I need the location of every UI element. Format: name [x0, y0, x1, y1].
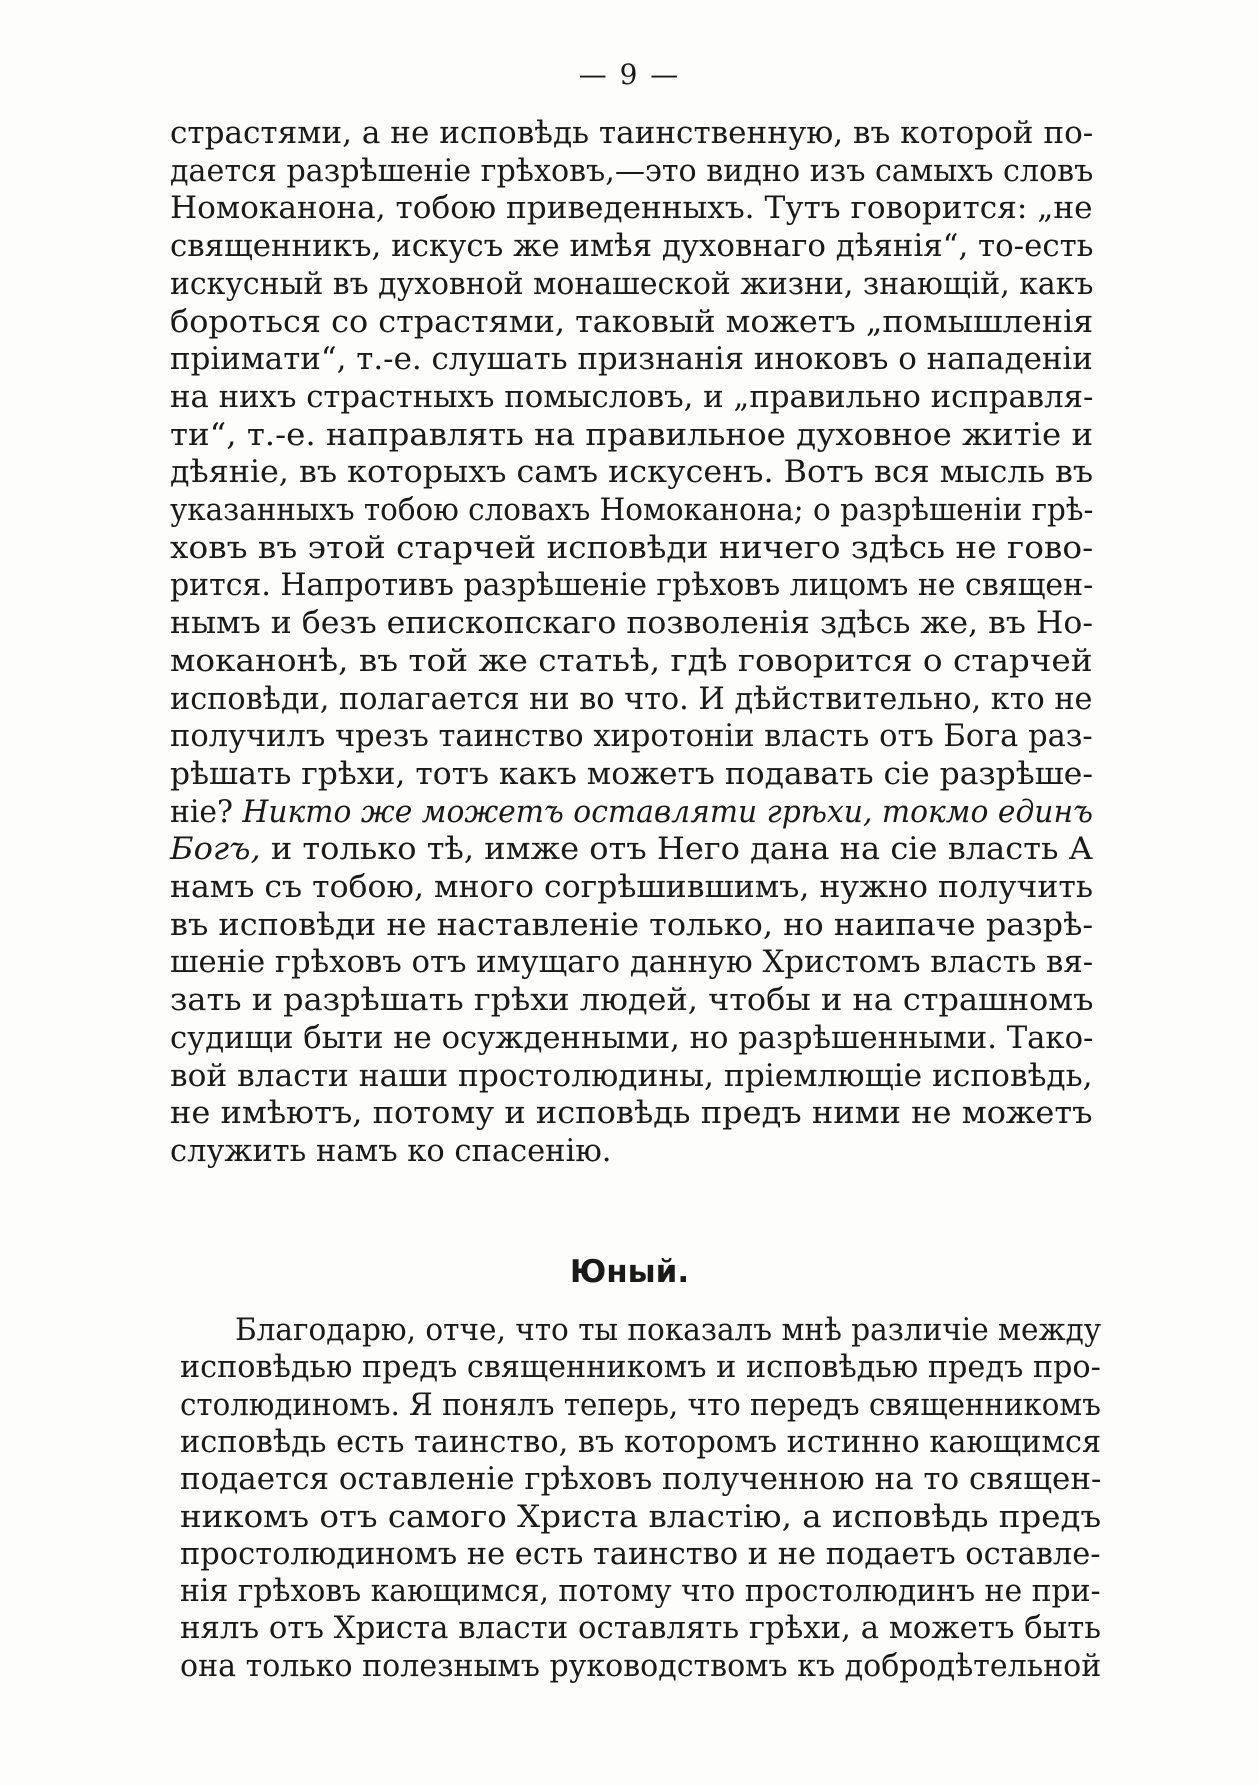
speaker-heading: Юный. — [569, 1254, 690, 1290]
line-text: моканонѣ, въ той же статьѣ, гдѣ говорится о старчей — [170, 643, 1093, 679]
text-line — [180, 1609, 1101, 1649]
text-line — [180, 1423, 1101, 1463]
text-line — [170, 566, 1093, 606]
text-line — [170, 830, 1093, 870]
line-text: нымъ и безъ епископскаго позволенія здѣсь же, въ Но- — [170, 606, 1094, 642]
line-text: столюдиномъ. Я понялъ теперь, что передъ священникомъ — [180, 1387, 1101, 1423]
text-line — [170, 943, 1093, 983]
line-text: страстями, а не исповѣдь таинственную, въ которой по- — [170, 116, 1094, 151]
page-number: — 9 — — [578, 58, 681, 91]
line-text: намъ съ тобою, много согрѣшившимъ, нужно получить — [170, 870, 1093, 905]
line-text: Благодарю, отче, что ты показалъ мнѣ различіе между — [235, 1313, 1102, 1348]
line-text: нялъ отъ Христа власти оставлять грѣхи, а можетъ быть — [180, 1611, 1101, 1647]
text-line — [170, 227, 1093, 267]
text-line — [180, 1535, 1101, 1575]
line-text: шеніе грѣховъ отъ имущаго данную Христомъ власть вя- — [170, 945, 1094, 981]
line-text: рится. Напротивъ разрѣшеніе грѣховъ лицомъ не священ- — [170, 568, 1094, 604]
text-line — [180, 1386, 1101, 1426]
line-text: указанныхъ тобою словахъ Номоканона; о разрѣшеніи грѣ- — [170, 493, 1094, 528]
line-text: рѣшать грѣхи, тотъ какъ можетъ подавать сіе разрѣше- — [170, 756, 1093, 792]
line-text-rest: и только тѣ, имже отъ Него дана на сіе власть А — [260, 832, 1093, 868]
line-text: вой власти наши простолюдины, пріемлющіе исповѣдь, — [170, 1058, 1093, 1094]
text-line — [170, 189, 1093, 229]
text-line — [180, 1572, 1101, 1612]
text-line — [170, 303, 1093, 343]
text-line — [170, 793, 1093, 833]
text-line — [170, 642, 1093, 682]
line-text: служить намъ ко спасенію. — [170, 1133, 612, 1169]
line-text: подается оставленіе грѣховъ полученною на то священ- — [180, 1462, 1102, 1498]
line-text: священникъ, искусъ же имѣя духовнаго дѣянія“, то-есть — [170, 229, 1094, 265]
text-line — [170, 529, 1093, 569]
text-line — [170, 680, 1092, 720]
text-line — [170, 453, 1093, 493]
line-text: нія грѣховъ кающимся, потому что простолюдинъ не при- — [180, 1574, 1101, 1610]
text-line — [180, 1348, 1101, 1388]
line-text: исповѣди, полагается ни во что. И дѣйствительно, кто не — [170, 681, 1093, 717]
line-text: дается разрѣшеніе грѣховъ,—это видно изъ самыхъ словъ — [170, 153, 1094, 189]
text-line — [170, 340, 1093, 380]
text-line — [170, 1132, 611, 1172]
text-line — [170, 152, 1093, 192]
line-text: ніе? — [170, 794, 243, 830]
italic-quote: Богъ, — [170, 832, 261, 868]
line-text: исповѣдью предъ священникомъ и исповѣдью предъ про- — [180, 1350, 1101, 1386]
text-line — [170, 717, 1093, 757]
line-text: не имѣютъ, потому и исповѣдь предъ ними не можетъ — [170, 1096, 1093, 1132]
line-text: исповѣдь есть таинство, въ которомъ истинно кающимся — [180, 1424, 1102, 1460]
line-text: ти“, т.-е. направлять на правильное духовное житіе и — [170, 417, 1094, 453]
text-line — [180, 1498, 1101, 1538]
line-text: пріимати“, т.-е. слушать признанія иноковъ о нападеніи — [170, 342, 1093, 378]
text-line — [170, 416, 1093, 456]
text-line — [170, 1057, 1093, 1097]
text-line — [170, 265, 1093, 305]
line-text: судищи быти не осужденными, но разрѣшенными. Тако- — [170, 1020, 1094, 1056]
text-line — [170, 1094, 1093, 1134]
line-text: на нихъ страстныхъ помысловъ, и „правильно исправля- — [170, 379, 1094, 415]
line-text: никомъ отъ самого Христа властію, а исповѣдь предъ — [180, 1499, 1102, 1535]
text-line — [170, 114, 1093, 154]
line-text: получилъ чрезъ таинство хиротоніи власть отъ Бога раз- — [170, 719, 1093, 755]
text-line — [170, 906, 1093, 946]
text-line — [170, 1019, 1093, 1059]
line-text: бороться со страстями, таковый можетъ „помышленія — [170, 304, 1094, 340]
line-text: зать и разрѣшать грѣхи людей, чтобы и на страшномъ — [170, 983, 1094, 1019]
line-text: ховъ въ этой старчей исповѣди ничего здѣсь не гово- — [170, 530, 1094, 566]
text-line — [170, 378, 1093, 418]
text-line — [170, 755, 1093, 795]
line-text: въ исповѣди не наставленіе только, но наипаче разрѣ- — [170, 907, 1094, 943]
line-text: дѣяніе, въ которыхъ самъ искусенъ. Вотъ вся мысль въ — [170, 455, 1094, 491]
text-line — [180, 1647, 1101, 1687]
text-line — [170, 868, 1093, 908]
italic-quote: Никто же можетъ оставляти грѣхи, токмо единъ — [242, 794, 1093, 830]
text-line — [235, 1311, 1101, 1351]
line-text: искусный въ духовной монашеской жизни, знающій, какъ — [170, 266, 1094, 302]
text-line — [170, 981, 1093, 1021]
line-text: она только полезнымъ руководствомъ къ добродѣтельной — [180, 1648, 1102, 1684]
line-text: простолюдиномъ не есть таинство и не подаетъ оставле- — [180, 1536, 1101, 1572]
line-text: Номоканона, тобою приведенныхъ. Тутъ говорится: „не — [170, 191, 1093, 227]
text-line — [180, 1460, 1101, 1500]
text-line — [170, 491, 1093, 531]
text-line — [170, 604, 1093, 644]
